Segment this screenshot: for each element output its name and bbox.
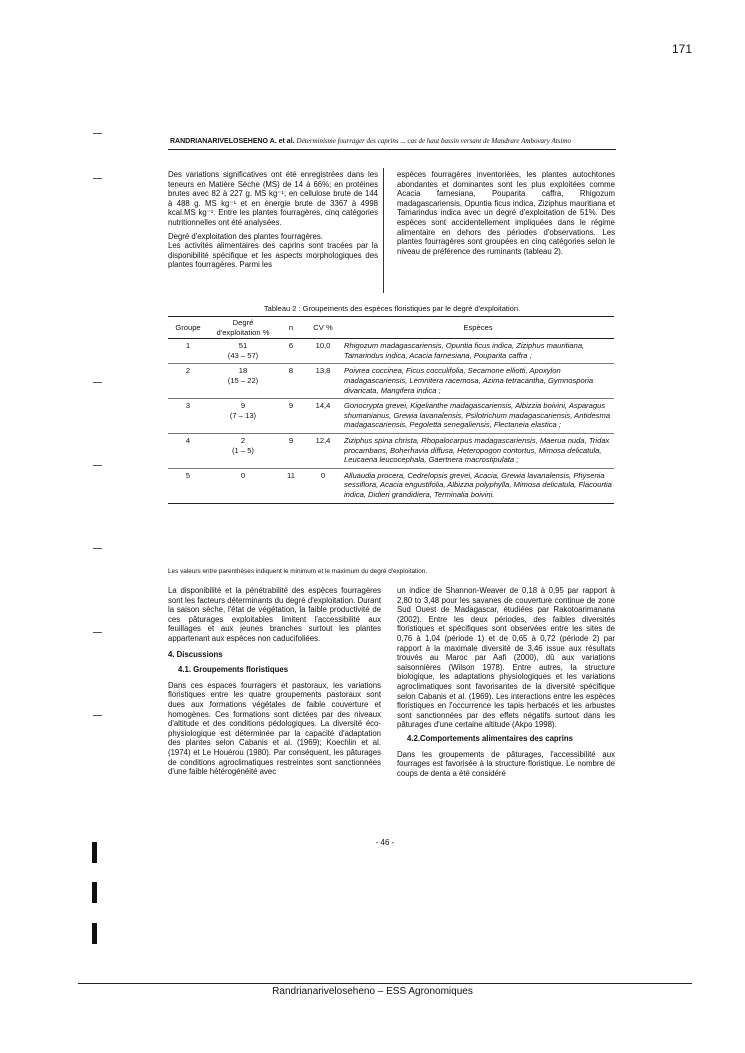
cell-degre <box>208 433 278 468</box>
margin-mark <box>93 715 102 716</box>
degre-range: (15 – 22) <box>227 375 259 385</box>
paragraph: La disponibilité et la pénétrabilité des espèces fourragères sont les facteurs déterminants du degré d'exploitation. Durant la saison sèche, l'état de végétation, la faible productivité de ces pâturages exploitables limitent l'accessibilité aux feuillages et aux jeunes branches surtout les plantes appartenant aux espèces non caducifoliées. <box>168 586 381 643</box>
paragraph: un indice de Shannon-Weaver de 0,18 à 0,95 par rapport à 2,80 to 3,48 pour les savanes de couverture continue de zone Sud Ouest de Madagascar, étudiées par Rakotoarimanana (2002). Entre les deux périodes, des faibles diversités floristiques et spécifiques sont observées entre les sites de 0,76 à 1,04 (période 1) et de 0,65 à 0,72 (période 2) par rapport à la maximale diversité de 3,46 issue aux résultats trouvés au Maroc par Aafi (2000), dû aux variations saisonnières (Wilson 1978). Entre autres, la structure biologique, les adaptations physiologiques et les variations agroclimatiques sont favorisantes de la diversité spécifique selon Cabanis et al. (1969). Les interactions entre les espèces floristiques en l'occurrence les tapis herbacés et les arbustes sont sanctionnées par des effets négatifs surtout dans les pâturages d'une certaine altitude (Akpo 1998). <box>397 586 615 730</box>
cell-n: 6 <box>278 339 304 364</box>
header-rule <box>168 149 616 150</box>
cell-groupe: 1 <box>168 339 208 364</box>
table-header-row <box>168 317 614 339</box>
subsection-heading: 4.2.Comportements alimentaires des caprins <box>407 733 573 743</box>
header-authors: RANDRIANARIVELOSEHENO A. et al. <box>170 138 295 145</box>
margin-bar <box>92 923 97 944</box>
cell-especes: Alluaudia procera, Cedrelopsis grevei, Acacia, Grewia lavanalensis, Physenia sessiflora, Acacia engustifolia, Albizzia polyphylla, Mimosa delicatula, Flacourtia indica, Didieri grandidiera, Terminalia boivini. <box>342 468 614 503</box>
folio: - 46 - <box>375 838 395 847</box>
column-divider <box>383 168 384 293</box>
cell-n: 8 <box>278 364 304 399</box>
col-header-degre: Degré d'exploitation % <box>208 317 278 339</box>
paragraph: Dans les groupements de pâturages, l'accessibilité aux fourrages est favorisée à la structure floristique. Le nombre de coups de denta a été considéré <box>397 749 615 778</box>
header-title: Déterminisme fourrager des caprins ... cas de haut bassin versant de Mandrare Ambovary Atsimo <box>296 137 571 145</box>
margin-mark <box>93 548 102 549</box>
margin-mark <box>93 382 102 383</box>
table-row <box>168 364 614 399</box>
cell-groupe: 5 <box>168 468 208 503</box>
cell-especes: Gonocrypta grevei, Kigelianthe madagascariensis, Albizzia boivini, Asparagus shumanianus, Grewia lavanalensis, Psilotrichum madagascariensis, Antidesma madagascariensis, Pegoletta senegaliensis, Flectaneia elastica ; <box>342 399 614 434</box>
cell-groupe: 4 <box>168 433 208 468</box>
degre-value: 9 <box>240 401 246 411</box>
degre-value: 0 <box>240 470 246 480</box>
paragraph: Des variations significatives ont été enregistrées dans les teneurs en Matière Sèche (MS) de 14 à 66%; en protéines brutes avec 82 à 227 g. MS kg⁻¹; en cellulose brute de 144 à 488 g. MS kg⁻¹ et en énergie brute de 3367 à 4998 kcal.MS kg⁻¹. Entre les plantes fourragères, cinq catégories nutritionnelles ont été analysées. <box>168 170 378 227</box>
margin-mark <box>93 465 102 466</box>
table-caption: Tableau 2 : Groupements des espèces floristiques par le degré d'exploitation. <box>263 304 521 313</box>
cell-n: 9 <box>278 399 304 434</box>
cell-especes: Poivrea coccinea, Ficus cocculifolia, Secamone elliotti, Apoxylon madagascariensis, Lemnitera racemosa, Azima tetracantha, Gymnosporia divaricata, Mangifera indica ; <box>342 364 614 399</box>
cell-degre <box>208 364 278 399</box>
footer-rule <box>78 983 692 984</box>
left-column-top <box>168 170 378 274</box>
cell-degre <box>208 468 278 503</box>
cell-n: 9 <box>278 433 304 468</box>
margin-mark <box>93 133 102 134</box>
cell-groupe: 2 <box>168 364 208 399</box>
col-header-cv: CV % <box>304 317 342 339</box>
table-row <box>168 433 614 468</box>
degre-value: 2 <box>240 435 246 445</box>
degre-value: 18 <box>238 366 248 376</box>
cell-especes: Ziziphus spina christa, Rhopalocarpus madagascariensis, Maerua nuda, Tridax procambans, Boherhavia diffusa, Heteropogon contortus, Mimosa delicatula, Leucaena leucocephala, Gaertnera macrostipulata ; <box>342 433 614 468</box>
degre-range: (43 – 57) <box>227 350 259 360</box>
paragraph: Dans ces espaces fourragers et pastoraux, les variations floristiques entre les quatre groupements pastoraux sont dues aux formations végétales de faible couverture et homogènes. Ces formations sont dictées par des niveaux d'altitude et des conditions pédologiques. La diversité éco-physiologique est déterminée par la capacité d'adaptation des plantes selon Cabanis et al. (1969); Koechlin et al. (1974) et Le Houérou (1980). Par conséquent, les pâturages de conditions agroclimatiques restreintes sont sanctionnées d'une faible hétérogénéité avec <box>168 680 381 777</box>
col-header-n: n <box>278 317 304 339</box>
cell-n: 11 <box>278 468 304 503</box>
subsection-heading: 4.1. Groupements floristiques <box>178 665 289 675</box>
table-row <box>168 468 614 503</box>
cell-cv: 0 <box>304 468 342 503</box>
paragraph: espèces fourragères inventoriées, les plantes autochtones abondantes et dominantes sont les plus exploitées comme Acacia farnesiana, Pouparita caffra, Rhigozum madagascariensis, Opuntia ficus indica, Ziziphus mauritiana et Tamarindus indica avec un degré d'exploitation de 51%. Des espèces sont accidentellement impliquées dans le régime alimentaire en dehors des périodes d'observations. Les plantes fourragères sont groupées en cinq catégories selon le niveau de préférence des ruminants (tableau 2). <box>397 170 615 256</box>
col-header-especes: Espèces <box>342 317 614 339</box>
cell-especes: Rhigozum madagascariensis, Opuntia ficus indica, Ziziphus mauritiana, Tamarindus indica, Acacia farnesiana, Pouparita caffra ; <box>342 339 614 364</box>
degre-range: (1 – 5) <box>232 445 254 455</box>
degre-range: (7 – 13) <box>229 410 257 420</box>
cell-cv: 13,8 <box>304 364 342 399</box>
degre-value: 51 <box>238 341 248 351</box>
table-row <box>168 339 614 364</box>
cell-cv: 10,0 <box>304 339 342 364</box>
running-header <box>170 137 615 145</box>
right-column-top <box>397 170 615 260</box>
margin-bar <box>92 882 97 903</box>
left-column-bottom <box>168 586 381 781</box>
col-header-groupe: Groupe <box>168 317 208 339</box>
table-note: Les valeurs entre parenthèses indiquent le minimum et le maximum du degré d'exploitation. <box>168 568 428 575</box>
table-row <box>168 399 614 434</box>
cell-groupe: 3 <box>168 399 208 434</box>
section-heading: 4. Discussions <box>168 649 223 659</box>
cell-degre <box>208 399 278 434</box>
cell-cv: 12,4 <box>304 433 342 468</box>
cell-degre <box>208 339 278 364</box>
paragraph: Les activités alimentaires des caprins sont tracées par la disponibilité spécifique et les aspects morphologiques des plantes fourragères. Parmi les <box>168 241 378 270</box>
page-number: 171 <box>671 42 692 56</box>
margin-mark <box>93 632 102 633</box>
cell-cv: 14,4 <box>304 399 342 434</box>
right-column-bottom <box>397 586 615 782</box>
species-table <box>168 316 614 504</box>
margin-mark <box>93 178 102 179</box>
paragraph-heading: Degré d'exploitation des plantes fourragères. <box>168 231 323 241</box>
page-footer: Randrianariveloseheno – ESS Agronomiques <box>272 986 473 997</box>
